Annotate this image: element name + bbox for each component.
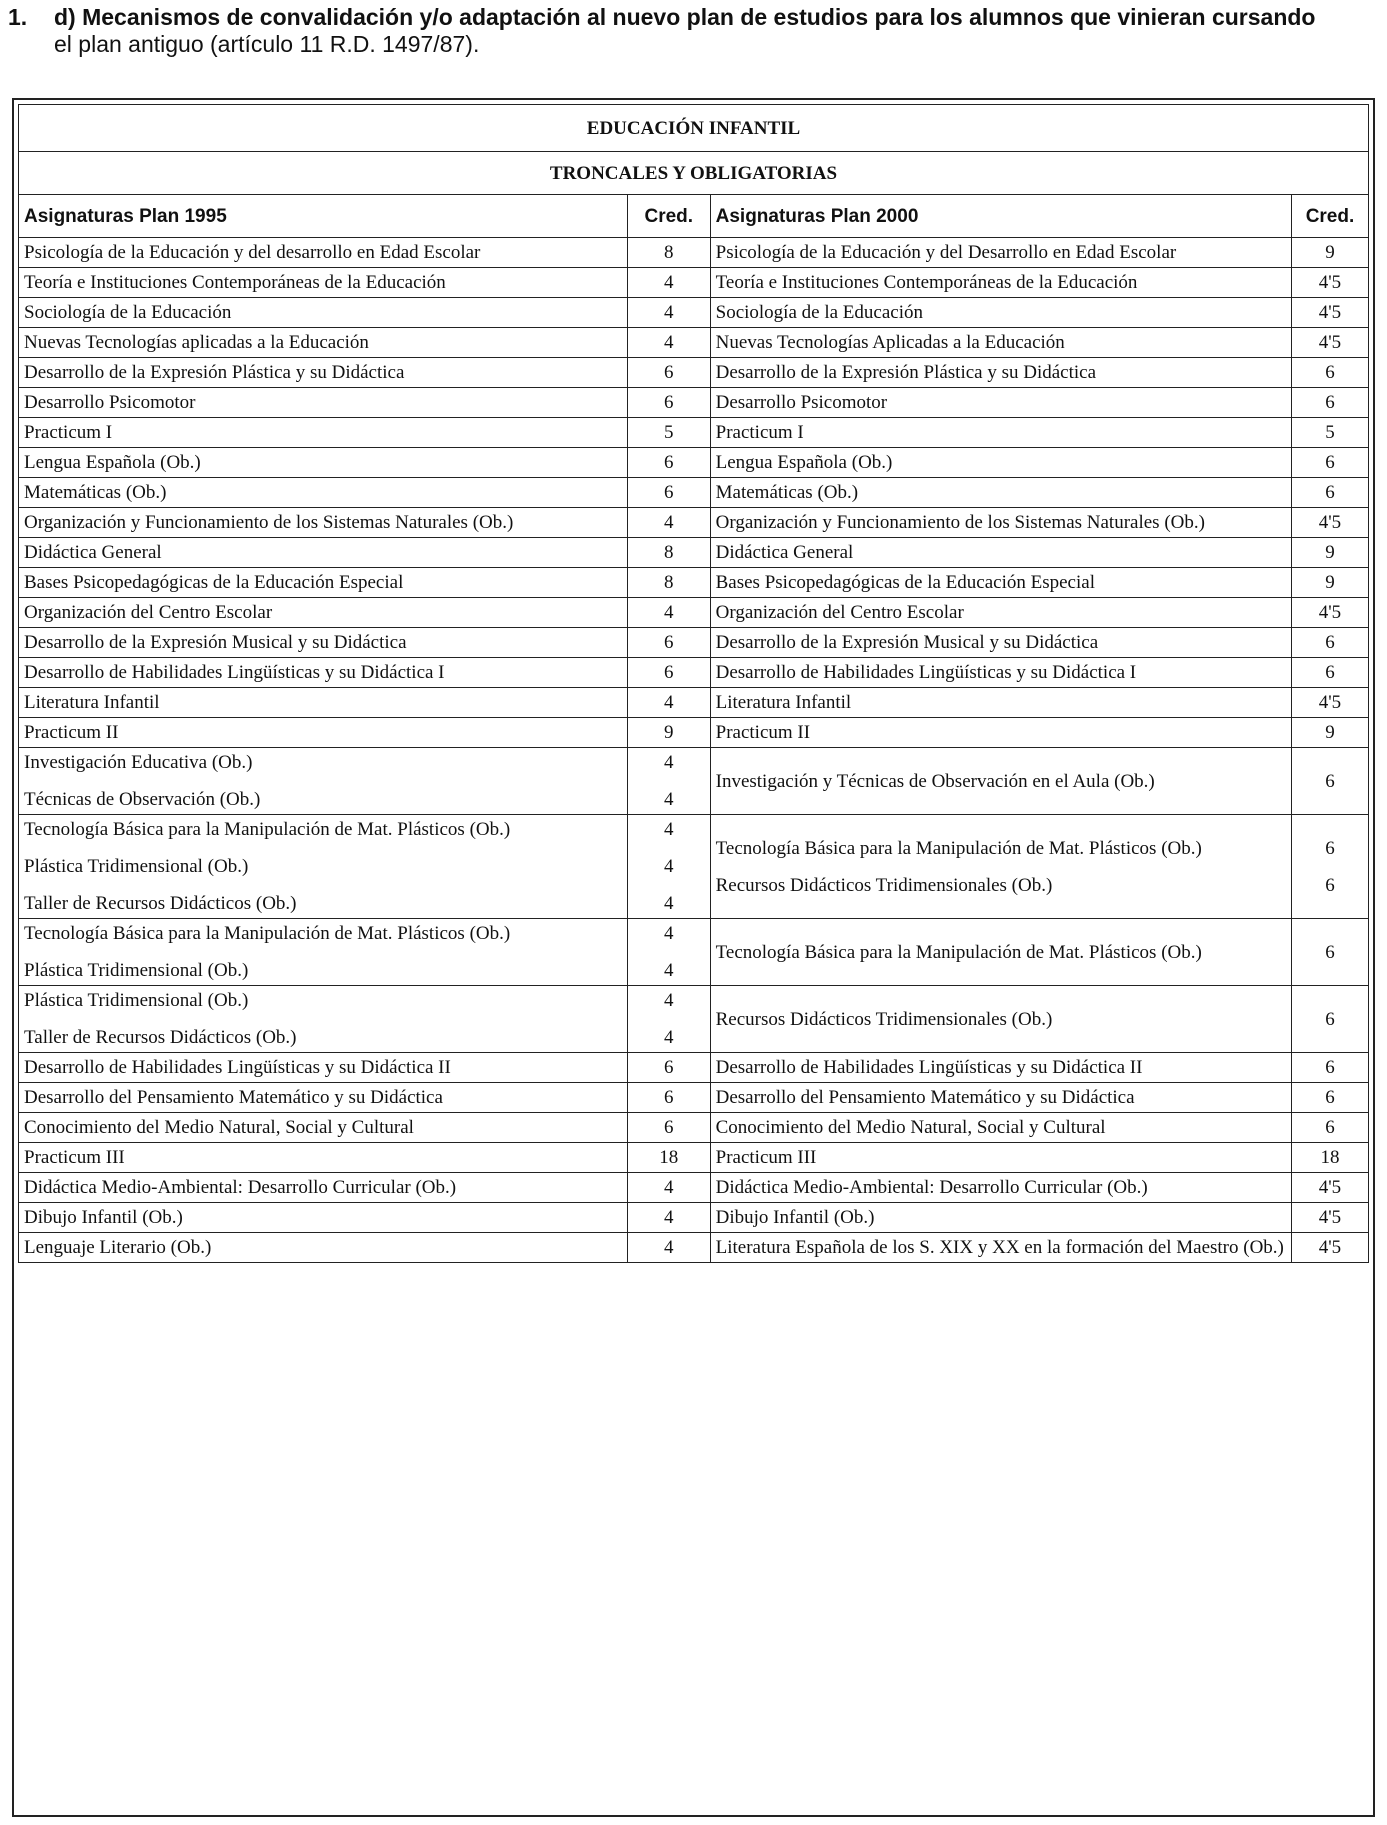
new-subject: Psicología de la Educación y del Desarrollo en Edad Escolar	[715, 242, 1177, 263]
old-subject: Técnicas de Observación (Ob.)	[24, 789, 261, 810]
table-row	[19, 568, 1369, 598]
old-credits: 6	[664, 1087, 674, 1108]
old-subject: Taller de Recursos Didácticos (Ob.)	[24, 893, 297, 914]
new-credits-cell	[1291, 986, 1368, 1053]
new-subject: Desarrollo Psicomotor	[715, 392, 888, 413]
old-credits: 4	[664, 272, 674, 293]
table-row	[19, 1203, 1369, 1233]
new-credits: 4'5	[1318, 302, 1342, 323]
new-subject-cell	[710, 1203, 1291, 1233]
old-credits-cell	[627, 508, 710, 538]
old-credits-cell	[627, 388, 710, 418]
old-credits-cell	[627, 328, 710, 358]
new-credits: 4'5	[1318, 1207, 1342, 1228]
old-subject: Didáctica General	[24, 542, 162, 563]
old-credits: 6	[664, 1117, 674, 1138]
new-credits-cell	[1291, 298, 1368, 328]
old-credits-cell	[627, 598, 710, 628]
old-subject-cell	[19, 658, 628, 688]
new-credits-cell	[1291, 268, 1368, 298]
old-credits-cell	[627, 478, 710, 508]
old-subject-cell	[19, 815, 628, 919]
new-subject-cell	[710, 508, 1291, 538]
old-credits: 4	[664, 602, 674, 623]
new-subject-cell	[710, 688, 1291, 718]
new-subject: Recursos Didácticos Tridimensionales (Ob.)	[715, 874, 1053, 896]
table-row	[19, 358, 1369, 388]
new-subject-cell	[710, 448, 1291, 478]
old-subject-cell	[19, 1173, 628, 1203]
new-subject: Practicum II	[715, 722, 811, 743]
new-subject-cell	[710, 268, 1291, 298]
new-credits-cell	[1291, 628, 1368, 658]
new-credits: 4'5	[1318, 1237, 1342, 1258]
old-subject: Desarrollo de la Expresión Plástica y su Didáctica	[24, 362, 405, 383]
new-credits-cell	[1291, 568, 1368, 598]
old-credits: 4	[664, 1207, 674, 1228]
table-row	[19, 628, 1369, 658]
table-row	[19, 688, 1369, 718]
old-subject-cell	[19, 748, 628, 815]
heading-text-line2: el plan antiguo (artículo 11 R.D. 1497/87).	[54, 31, 480, 57]
new-subject: Didáctica Medio-Ambiental: Desarrollo Curricular (Ob.)	[715, 1177, 1148, 1198]
table-row	[19, 328, 1369, 358]
new-credits-cell	[1291, 418, 1368, 448]
old-credits: 4	[664, 752, 674, 773]
old-subject: Nuevas Tecnologías aplicadas a la Educación	[24, 332, 369, 353]
old-subject: Desarrollo Psicomotor	[24, 392, 196, 413]
new-credits: 6	[1325, 1117, 1335, 1138]
old-subject-cell	[19, 598, 628, 628]
old-credits: 4	[664, 960, 674, 981]
new-credits-cell	[1291, 1083, 1368, 1113]
new-credits: 4'5	[1318, 332, 1342, 353]
old-subject-cell	[19, 298, 628, 328]
old-subject: Practicum II	[24, 722, 119, 743]
old-subject-cell	[19, 1233, 628, 1263]
new-credits: 4'5	[1318, 602, 1342, 623]
old-subject: Conocimiento del Medio Natural, Social y Cultural	[24, 1117, 414, 1138]
new-credits: 4'5	[1318, 512, 1342, 533]
table-row	[19, 418, 1369, 448]
old-credits: 4	[664, 302, 674, 323]
new-subject-cell	[710, 1083, 1291, 1113]
new-subject-cell	[710, 298, 1291, 328]
old-credits: 4	[664, 692, 674, 713]
old-subject: Bases Psicopedagógicas de la Educación Especial	[24, 572, 404, 593]
old-subject-cell	[19, 358, 628, 388]
old-subject-cell	[19, 1143, 628, 1173]
table-row	[19, 718, 1369, 748]
table-row	[19, 658, 1369, 688]
table-row	[19, 268, 1369, 298]
old-subject: Lengua Española (Ob.)	[24, 452, 201, 473]
old-subject-cell	[19, 1053, 628, 1083]
old-credits: 6	[664, 1057, 674, 1078]
new-credits-cell	[1291, 815, 1368, 919]
new-credits: 6	[1325, 1008, 1335, 1030]
new-credits: 6	[1325, 482, 1335, 503]
old-subject: Teoría e Instituciones Contemporáneas de la Educación	[24, 272, 446, 293]
header-new-credits: Cred.	[1291, 195, 1368, 238]
table-row	[19, 815, 1369, 919]
new-credits: 6	[1325, 874, 1335, 896]
old-credits: 4	[664, 923, 674, 944]
new-credits-cell	[1291, 748, 1368, 815]
table-subtitle: TRONCALES Y OBLIGATORIAS	[19, 152, 1369, 195]
new-subject-cell	[710, 538, 1291, 568]
old-subject: Lenguaje Literario (Ob.)	[24, 1237, 212, 1258]
table-title: EDUCACIÓN INFANTIL	[19, 105, 1369, 152]
old-subject: Didáctica Medio-Ambiental: Desarrollo Curricular (Ob.)	[24, 1177, 457, 1198]
old-subject: Psicología de la Educación y del desarrollo en Edad Escolar	[24, 242, 481, 263]
old-subject-cell	[19, 1113, 628, 1143]
old-credits: 4	[664, 893, 674, 914]
old-credits-cell	[627, 815, 710, 919]
new-credits: 9	[1325, 722, 1335, 743]
old-subject-cell	[19, 919, 628, 986]
new-subject-cell	[710, 986, 1291, 1053]
section-heading	[8, 4, 1383, 58]
new-subject: Tecnología Básica para la Manipulación de Mat. Plásticos (Ob.)	[715, 837, 1202, 859]
old-credits: 8	[664, 572, 674, 593]
new-credits-cell	[1291, 1143, 1368, 1173]
old-credits-cell	[627, 688, 710, 718]
old-subject-cell	[19, 628, 628, 658]
header-new-subject: Asignaturas Plan 2000	[710, 195, 1291, 238]
new-subject-cell	[710, 478, 1291, 508]
new-subject-cell	[710, 1173, 1291, 1203]
old-subject: Organización del Centro Escolar	[24, 602, 273, 623]
old-subject: Matemáticas (Ob.)	[24, 482, 167, 503]
new-credits-cell	[1291, 388, 1368, 418]
new-subject: Practicum III	[715, 1147, 817, 1168]
table-row	[19, 919, 1369, 986]
table-row	[19, 1233, 1369, 1263]
old-credits-cell	[627, 1143, 710, 1173]
old-subject: Desarrollo del Pensamiento Matemático y su Didáctica	[24, 1087, 443, 1108]
old-credits: 4	[664, 819, 674, 840]
new-credits-cell	[1291, 1203, 1368, 1233]
new-credits-cell	[1291, 538, 1368, 568]
old-credits-cell	[627, 568, 710, 598]
old-subject-cell	[19, 508, 628, 538]
old-credits-cell	[627, 919, 710, 986]
old-subject-cell	[19, 268, 628, 298]
old-subject-cell	[19, 718, 628, 748]
old-subject-cell	[19, 238, 628, 268]
new-subject: Organización del Centro Escolar	[715, 602, 964, 623]
new-credits-cell	[1291, 1233, 1368, 1263]
old-credits-cell	[627, 448, 710, 478]
new-credits-cell	[1291, 688, 1368, 718]
new-subject: Literatura Española de los S. XIX y XX en la formación del Maestro (Ob.)	[715, 1237, 1284, 1258]
new-credits: 6	[1325, 632, 1335, 653]
new-subject: Literatura Infantil	[715, 692, 852, 713]
new-credits-cell	[1291, 448, 1368, 478]
new-subject-cell	[710, 718, 1291, 748]
old-credits: 4	[664, 1027, 674, 1048]
heading-text: d) Mecanismos de convalidación y/o adaptación al nuevo plan de estudios para los alumnos que vinieran cursando	[54, 4, 1316, 30]
new-subject-cell	[710, 328, 1291, 358]
new-credits-cell	[1291, 238, 1368, 268]
old-subject: Desarrollo de Habilidades Lingüísticas y su Didáctica I	[24, 662, 445, 683]
old-credits-cell	[627, 718, 710, 748]
new-credits-cell	[1291, 1053, 1368, 1083]
new-subject: Recursos Didácticos Tridimensionales (Ob.)	[715, 1008, 1053, 1030]
new-credits: 6	[1325, 392, 1335, 413]
old-credits: 4	[664, 512, 674, 533]
old-credits: 6	[664, 362, 674, 383]
new-credits: 4'5	[1318, 1177, 1342, 1198]
new-credits-cell	[1291, 1113, 1368, 1143]
old-subject: Tecnología Básica para la Manipulación de Mat. Plásticos (Ob.)	[24, 819, 511, 840]
new-subject: Practicum I	[715, 422, 804, 443]
old-subject-cell	[19, 1083, 628, 1113]
table-row	[19, 508, 1369, 538]
new-subject-cell	[710, 748, 1291, 815]
old-subject: Sociología de la Educación	[24, 302, 232, 323]
new-subject-cell	[710, 598, 1291, 628]
old-subject-cell	[19, 688, 628, 718]
old-credits-cell	[627, 1233, 710, 1263]
old-credits-cell	[627, 268, 710, 298]
old-credits-cell	[627, 238, 710, 268]
new-credits: 9	[1325, 572, 1335, 593]
table-row	[19, 986, 1369, 1053]
old-subject: Organización y Funcionamiento de los Sistemas Naturales (Ob.)	[24, 512, 514, 533]
old-credits: 4	[664, 332, 674, 353]
new-subject-cell	[710, 358, 1291, 388]
old-subject-cell	[19, 448, 628, 478]
old-subject-cell	[19, 986, 628, 1053]
table-row	[19, 1083, 1369, 1113]
old-credits: 4	[664, 1177, 674, 1198]
new-subject: Bases Psicopedagógicas de la Educación Especial	[715, 572, 1095, 593]
new-credits: 6	[1325, 1057, 1335, 1078]
new-subject: Desarrollo de Habilidades Lingüísticas y su Didáctica II	[715, 1057, 1143, 1078]
old-credits-cell	[627, 418, 710, 448]
old-subject: Dibujo Infantil (Ob.)	[24, 1207, 183, 1228]
new-credits: 6	[1325, 941, 1335, 963]
old-subject: Taller de Recursos Didácticos (Ob.)	[24, 1027, 297, 1048]
old-subject: Literatura Infantil	[24, 692, 160, 713]
old-credits: 8	[664, 542, 674, 563]
old-subject-cell	[19, 388, 628, 418]
table-row	[19, 478, 1369, 508]
table-row	[19, 1143, 1369, 1173]
new-subject-cell	[710, 1113, 1291, 1143]
new-credits-cell	[1291, 1173, 1368, 1203]
old-credits: 6	[664, 632, 674, 653]
old-credits: 8	[664, 242, 674, 263]
new-credits: 9	[1325, 542, 1335, 563]
table-row	[19, 298, 1369, 328]
new-credits: 4'5	[1318, 692, 1342, 713]
old-subject-cell	[19, 478, 628, 508]
new-credits-cell	[1291, 508, 1368, 538]
old-credits: 6	[664, 452, 674, 473]
old-subject: Tecnología Básica para la Manipulación de Mat. Plásticos (Ob.)	[24, 923, 511, 944]
table-row	[19, 538, 1369, 568]
old-credits-cell	[627, 1203, 710, 1233]
table-row	[19, 1113, 1369, 1143]
new-subject: Investigación y Técnicas de Observación en el Aula (Ob.)	[715, 770, 1155, 792]
new-credits-cell	[1291, 658, 1368, 688]
old-credits-cell	[627, 986, 710, 1053]
new-subject: Didáctica General	[715, 542, 854, 563]
new-subject: Teoría e Instituciones Contemporáneas de la Educación	[715, 272, 1138, 293]
new-credits: 6	[1325, 662, 1335, 683]
new-subject: Sociología de la Educación	[715, 302, 923, 323]
new-subject: Desarrollo de la Expresión Plástica y su Didáctica	[715, 362, 1097, 383]
old-credits-cell	[627, 658, 710, 688]
old-subject: Plástica Tridimensional (Ob.)	[24, 856, 249, 877]
table-row	[19, 388, 1369, 418]
new-subject: Desarrollo de Habilidades Lingüísticas y su Didáctica I	[715, 662, 1137, 683]
new-subject: Matemáticas (Ob.)	[715, 482, 859, 503]
new-credits-cell	[1291, 598, 1368, 628]
new-subject-cell	[710, 658, 1291, 688]
new-credits: 6	[1325, 770, 1335, 792]
heading-number: 1.	[8, 4, 28, 30]
old-subject: Investigación Educativa (Ob.)	[24, 752, 253, 773]
new-credits: 18	[1320, 1147, 1340, 1168]
new-credits: 5	[1325, 422, 1335, 443]
table-row	[19, 448, 1369, 478]
header-old-subject: Asignaturas Plan 1995	[19, 195, 628, 238]
old-subject: Desarrollo de la Expresión Musical y su Didáctica	[24, 632, 407, 653]
new-credits: 6	[1325, 837, 1335, 859]
new-subject-cell	[710, 1053, 1291, 1083]
table-row	[19, 1053, 1369, 1083]
new-subject-cell	[710, 628, 1291, 658]
new-subject-cell	[710, 1233, 1291, 1263]
table-row	[19, 1173, 1369, 1203]
old-credits: 6	[664, 392, 674, 413]
old-credits: 6	[664, 662, 674, 683]
old-subject: Plástica Tridimensional (Ob.)	[24, 960, 249, 981]
old-subject-cell	[19, 538, 628, 568]
old-credits-cell	[627, 298, 710, 328]
new-subject-cell	[710, 1143, 1291, 1173]
new-subject-cell	[710, 418, 1291, 448]
old-credits-cell	[627, 748, 710, 815]
new-subject-cell	[710, 388, 1291, 418]
old-subject: Practicum I	[24, 422, 113, 443]
new-credits: 6	[1325, 362, 1335, 383]
old-subject-cell	[19, 328, 628, 358]
new-credits-cell	[1291, 718, 1368, 748]
old-subject-cell	[19, 418, 628, 448]
old-credits-cell	[627, 1083, 710, 1113]
new-credits: 4'5	[1318, 272, 1342, 293]
new-credits: 6	[1325, 1087, 1335, 1108]
new-credits-cell	[1291, 328, 1368, 358]
old-credits: 4	[664, 789, 674, 810]
new-credits-cell	[1291, 358, 1368, 388]
new-subject-cell	[710, 815, 1291, 919]
old-credits: 18	[659, 1147, 679, 1168]
table-row	[19, 598, 1369, 628]
new-subject: Dibujo Infantil (Ob.)	[715, 1207, 875, 1228]
new-subject: Lengua Española (Ob.)	[715, 452, 893, 473]
new-credits: 9	[1325, 242, 1335, 263]
old-credits: 5	[664, 422, 674, 443]
old-credits: 9	[664, 722, 674, 743]
old-credits-cell	[627, 1173, 710, 1203]
old-subject: Practicum III	[24, 1147, 125, 1168]
new-subject: Desarrollo de la Expresión Musical y su Didáctica	[715, 632, 1099, 653]
old-credits-cell	[627, 538, 710, 568]
old-subject-cell	[19, 568, 628, 598]
new-subject-cell	[710, 919, 1291, 986]
new-credits-cell	[1291, 919, 1368, 986]
old-subject-cell	[19, 1203, 628, 1233]
new-subject-cell	[710, 568, 1291, 598]
table-row	[19, 748, 1369, 815]
old-subject: Desarrollo de Habilidades Lingüísticas y su Didáctica II	[24, 1057, 451, 1078]
new-subject-cell	[710, 238, 1291, 268]
new-subject: Nuevas Tecnologías Aplicadas a la Educación	[715, 332, 1065, 353]
new-subject: Tecnología Básica para la Manipulación de Mat. Plásticos (Ob.)	[715, 941, 1202, 963]
old-credits: 4	[664, 1237, 674, 1258]
old-credits: 6	[664, 482, 674, 503]
old-subject: Plástica Tridimensional (Ob.)	[24, 990, 249, 1011]
new-subject: Desarrollo del Pensamiento Matemático y su Didáctica	[715, 1087, 1135, 1108]
table-row	[19, 238, 1369, 268]
new-subject: Conocimiento del Medio Natural, Social y Cultural	[715, 1117, 1106, 1138]
old-credits-cell	[627, 628, 710, 658]
convalidation-table	[18, 104, 1369, 1263]
new-subject: Organización y Funcionamiento de los Sistemas Naturales (Ob.)	[715, 512, 1205, 533]
header-old-credits: Cred.	[627, 195, 710, 238]
old-credits-cell	[627, 358, 710, 388]
old-credits-cell	[627, 1113, 710, 1143]
convalidation-table-frame	[12, 98, 1375, 1817]
old-credits: 4	[664, 990, 674, 1011]
old-credits: 4	[664, 856, 674, 877]
old-credits-cell	[627, 1053, 710, 1083]
new-credits: 6	[1325, 452, 1335, 473]
new-credits-cell	[1291, 478, 1368, 508]
